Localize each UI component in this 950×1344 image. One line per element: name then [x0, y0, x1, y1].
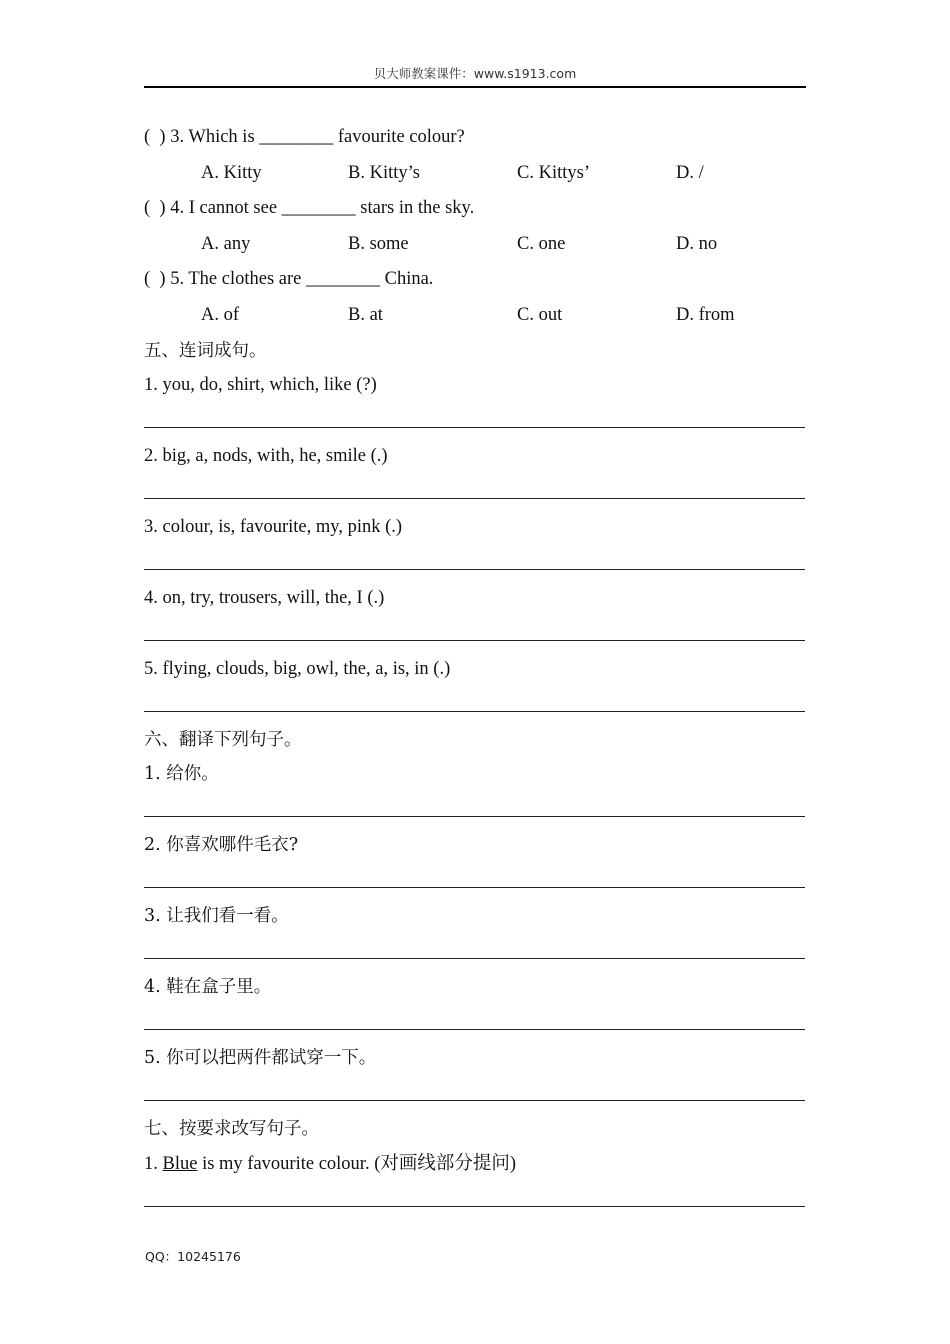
question-4-option-a: A. any: [201, 234, 251, 254]
question-3-option-b: B. Kitty’s: [348, 163, 420, 183]
section-6-item-1: 1. 给你。: [144, 764, 219, 784]
answer-line[interactable]: [144, 498, 805, 499]
page-header: [144, 64, 806, 88]
answer-line[interactable]: [144, 887, 805, 888]
question-3-option-c: C. Kittys’: [517, 163, 590, 183]
question-3-option-d: D. /: [676, 163, 704, 183]
answer-line[interactable]: [144, 958, 805, 959]
answer-line[interactable]: [144, 569, 805, 570]
section-7-title: 七、按要求改写句子。: [144, 1119, 319, 1139]
footer-text: QQ：10245176: [145, 1249, 241, 1264]
answer-line[interactable]: [144, 427, 805, 428]
answer-line[interactable]: [144, 1100, 805, 1101]
question-5-stem: ( ) 5. The clothes are ________ China.: [144, 269, 434, 289]
question-5-option-b: B. at: [348, 305, 383, 325]
section-6-item-5: 5. 你可以把两件都试穿一下。: [144, 1048, 377, 1068]
question-4-option-d: D. no: [676, 234, 718, 254]
item-prefix: 1.: [144, 1154, 163, 1174]
section-5-item-4: 4. on, try, trousers, will, the, I (.): [144, 588, 385, 608]
question-4-stem: ( ) 4. I cannot see ________ stars in the sky.: [144, 198, 475, 218]
page-footer: [145, 1247, 241, 1265]
question-5-option-d: D. from: [676, 305, 735, 325]
answer-line[interactable]: [144, 1029, 805, 1030]
question-4-option-c: C. one: [517, 234, 566, 254]
question-4-option-b: B. some: [348, 234, 409, 254]
answer-line[interactable]: [144, 816, 805, 817]
answer-line[interactable]: [144, 640, 805, 641]
underlined-word: Blue: [162, 1154, 198, 1174]
section-6-item-2: 2. 你喜欢哪件毛衣?: [144, 835, 299, 855]
question-5-option-c: C. out: [517, 305, 563, 325]
section-6-item-4: 4. 鞋在盒子里。: [144, 977, 272, 997]
question-5-option-a: A. of: [201, 305, 240, 325]
section-5-item-5: 5. flying, clouds, big, owl, the, a, is, in (.): [144, 659, 451, 679]
section-5-item-2: 2. big, a, nods, with, he, smile (.): [144, 446, 388, 466]
section-5-item-1: 1. you, do, shirt, which, like (?): [144, 375, 377, 395]
header-text: 贝大师教案课件：www.s1913.com: [373, 66, 577, 81]
section-6-item-3: 3. 让我们看一看。: [144, 906, 289, 926]
section-7-item-1: [144, 1152, 516, 1176]
question-3-stem: ( ) 3. Which is ________ favourite colour?: [144, 127, 465, 147]
section-5-title: 五、连词成句。: [144, 341, 267, 361]
item-rest: is my favourite colour. (对画线部分提问): [197, 1154, 517, 1174]
answer-line[interactable]: [144, 711, 805, 712]
section-5-item-3: 3. colour, is, favourite, my, pink (.): [144, 517, 403, 537]
section-6-title: 六、翻译下列句子。: [144, 730, 302, 750]
question-3-option-a: A. Kitty: [201, 163, 262, 183]
answer-line[interactable]: [144, 1206, 805, 1207]
